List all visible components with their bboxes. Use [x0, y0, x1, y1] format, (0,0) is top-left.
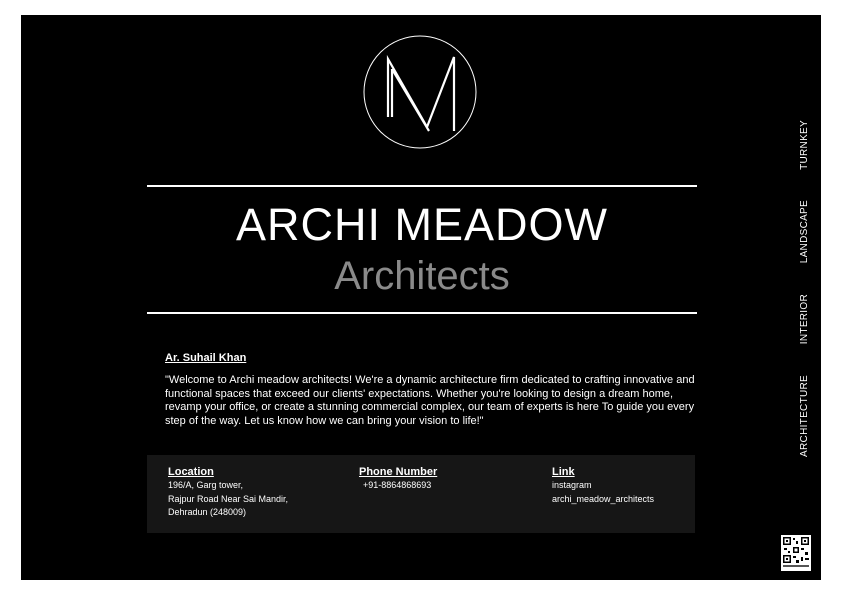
location-heading: Location	[168, 466, 214, 478]
qr-caption-strip	[783, 565, 809, 567]
location-line: 196/A, Garg tower,	[168, 480, 244, 490]
contact-panel	[147, 455, 695, 533]
qr-code-graphic	[781, 535, 811, 565]
location-line: Rajpur Road Near Sai Mandir,	[168, 493, 289, 504]
m-monogram-logo	[363, 35, 477, 149]
brand-subtitle: Architects	[334, 254, 510, 298]
link-block	[552, 465, 654, 506]
phone-heading: Phone Number	[359, 466, 438, 478]
nav-architecture[interactable]: ARCHITECTURE	[799, 375, 810, 457]
nav-landscape[interactable]: LANDSCAPE	[799, 200, 810, 264]
phone-number[interactable]: +91-8864868693	[363, 480, 432, 490]
instagram-handle-link[interactable]: archi_meadow_architects	[552, 493, 655, 504]
location-block	[168, 465, 288, 520]
intro-text: "Welcome to Archi meadow architects! We're a dynamic architecture firm dedicated to crafting innovative and functional spaces that exceed our clients' expectations. Whether you're looking to design a dream home, revamp your office, or create a stunning commercial complex, our team of experts is here To guide you every step of the way. Let us know how we can bring your vision to life!"	[165, 374, 695, 427]
link-heading: Link	[552, 466, 575, 478]
nav-turnkey[interactable]: TURNKEY	[799, 120, 810, 170]
brand-title: ARCHI MEADOW	[236, 199, 608, 250]
bottom-divider	[147, 312, 697, 314]
link-platform: instagram	[552, 480, 592, 490]
location-line: Dehradun (248009)	[168, 507, 247, 517]
nav-interior[interactable]: INTERIOR	[799, 294, 810, 345]
qr-code-icon[interactable]	[781, 535, 811, 571]
top-divider	[147, 185, 697, 187]
phone-block	[359, 465, 437, 493]
brochure-card	[21, 15, 821, 580]
author-name: Ar. Suhail Khan	[165, 352, 247, 364]
